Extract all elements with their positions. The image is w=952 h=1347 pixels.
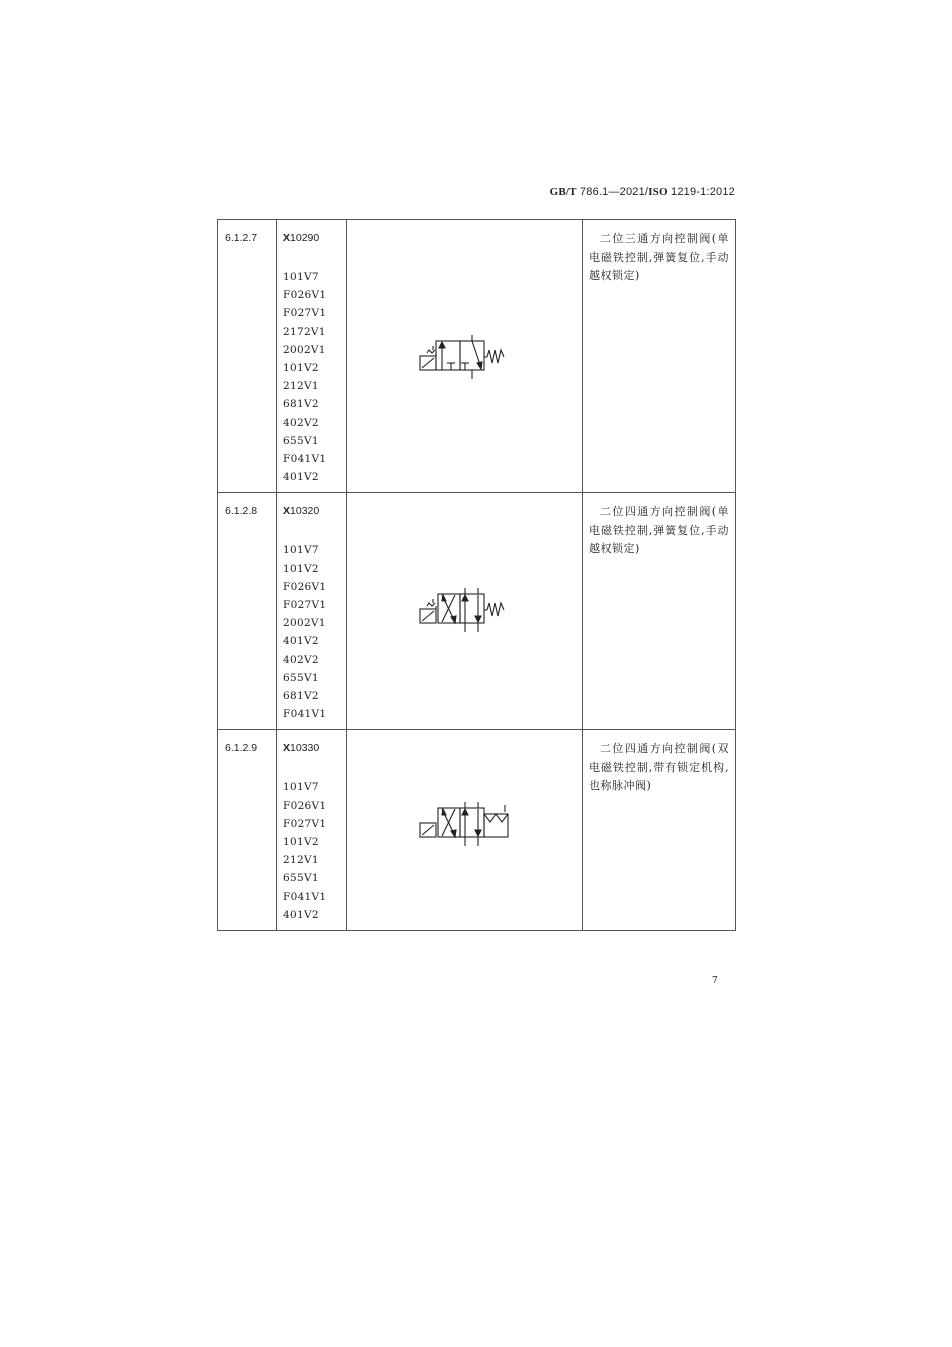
ref-code: F026V1 xyxy=(283,580,327,593)
code-number: 10330 xyxy=(290,742,320,755)
code-number: 10320 xyxy=(290,505,320,518)
page-number: 7 xyxy=(712,976,718,986)
code-number: 10290 xyxy=(290,232,320,244)
description: 二位三通方向控制阀(单电磁铁控制,弹簧复位,手动越权锁定) xyxy=(583,220,736,493)
ref-code: 401V2 xyxy=(283,908,319,921)
valve-3-2-symbol-icon xyxy=(417,333,517,383)
ref-code: 101V7 xyxy=(283,544,319,557)
ref-code: F026V1 xyxy=(283,289,327,302)
ref-code: 101V7 xyxy=(283,781,319,794)
symbol-table xyxy=(217,219,736,931)
code-prefix: X xyxy=(283,232,291,244)
description: 二位四通方向控制阀(双电磁铁控制,带有锁定机构,也称脉冲阀) xyxy=(583,730,736,931)
ref-code: F027V1 xyxy=(283,817,327,830)
ref-code: 101V7 xyxy=(283,271,319,283)
ref-code: F041V1 xyxy=(283,890,327,903)
code-cell xyxy=(277,220,347,493)
symbol-code xyxy=(283,742,346,760)
table-row xyxy=(218,493,736,730)
section-number: 6.1.2.7 xyxy=(218,220,277,493)
ref-code: 212V1 xyxy=(283,854,319,867)
ref-code: 101V2 xyxy=(283,836,319,849)
symbol-cell xyxy=(347,493,583,730)
ref-code: 2002V1 xyxy=(283,343,326,356)
ref-code: 402V2 xyxy=(283,416,319,429)
section-number: 6.1.2.8 xyxy=(218,493,277,730)
standard-number: 786.1—2021/ xyxy=(576,186,649,198)
section-number: 6.1.2.9 xyxy=(218,730,277,931)
symbol-cell xyxy=(347,730,583,931)
code-cell xyxy=(277,730,347,931)
ref-code: 2172V1 xyxy=(283,325,326,338)
symbol-code xyxy=(283,232,346,250)
ref-code: 212V1 xyxy=(283,380,319,393)
ref-code: 681V2 xyxy=(283,398,319,411)
table-row xyxy=(218,730,736,931)
valve-4-2-detent-symbol-icon xyxy=(417,800,527,850)
code-prefix: X xyxy=(283,742,291,755)
valve-4-2-symbol-icon xyxy=(417,586,517,636)
ref-code: F041V1 xyxy=(283,453,327,466)
ref-code: F027V1 xyxy=(283,599,327,612)
ref-code: F026V1 xyxy=(283,799,327,812)
symbol-code xyxy=(283,505,346,523)
ref-code: 401V2 xyxy=(283,471,319,484)
table-row xyxy=(218,220,736,493)
ref-code: 655V1 xyxy=(283,434,319,447)
ref-code: F041V1 xyxy=(283,708,327,721)
ref-code: 681V2 xyxy=(283,690,319,703)
symbol-cell xyxy=(347,220,583,493)
ref-code: 2002V1 xyxy=(283,617,326,630)
ref-code: 655V1 xyxy=(283,872,319,885)
iso-number: 1219-1:2012 xyxy=(667,186,735,198)
iso-prefix: ISO xyxy=(648,186,668,198)
ref-code: 402V2 xyxy=(283,653,319,666)
ref-code: 101V2 xyxy=(283,362,319,375)
ref-code: 101V2 xyxy=(283,562,319,575)
standard-prefix: GB/T xyxy=(549,186,577,198)
ref-code: 655V1 xyxy=(283,671,319,684)
page-header xyxy=(550,186,735,198)
ref-code: F027V1 xyxy=(283,307,327,320)
description: 二位四通方向控制阀(单电磁铁控制,弹簧复位,手动越权锁定) xyxy=(583,493,736,730)
ref-code: 401V2 xyxy=(283,635,319,648)
code-prefix: X xyxy=(283,505,291,518)
code-cell xyxy=(277,493,347,730)
